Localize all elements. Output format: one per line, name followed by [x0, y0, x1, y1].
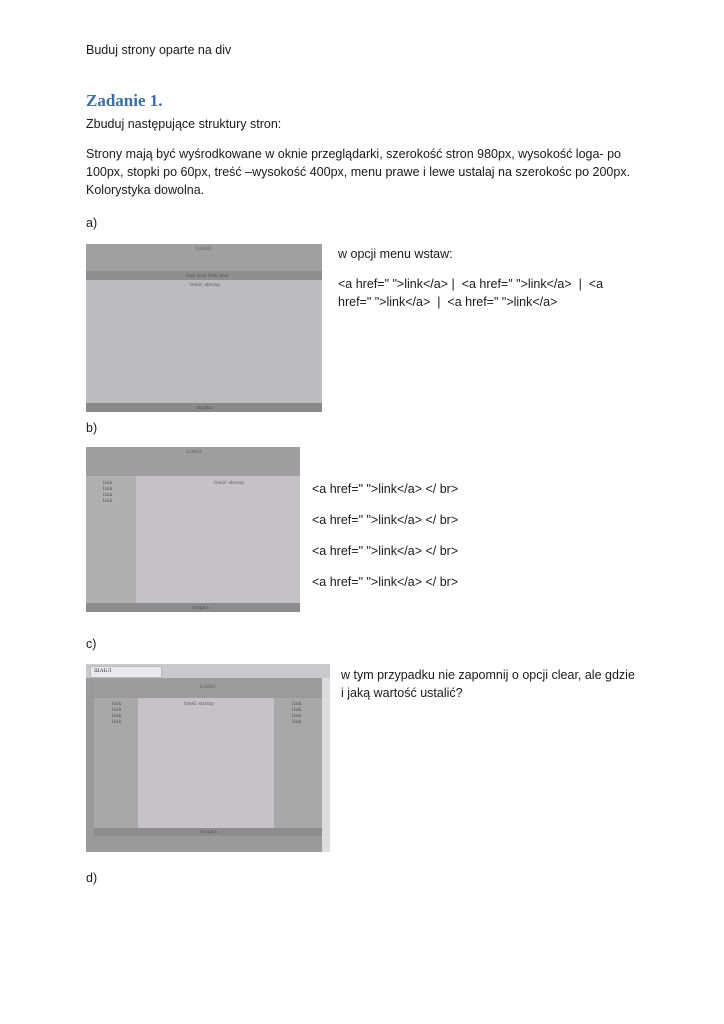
layout-c-content-label: treść strony: [184, 701, 215, 707]
task-description: Strony mają być wyśrodkowane w oknie przeglądarki, szerokość stron 980px, wysokość loga- po 100px, stopki po 60px, treść –wysokość 400px, menu prawe i lewe ustalaj na szerokośc po 200px. Kolorystyka dowolna.: [86, 147, 631, 197]
layout-c-logo: LOGO: [200, 684, 216, 690]
section-b-code-line: <a href=" ">link</a> </ br>: [312, 513, 459, 527]
section-a-code: <a href=" ">link</a> | <a href=" ">link</a> | <a href=" ">link</a> | <a href=" ">link</a>: [338, 277, 607, 309]
layout-a-content: [86, 280, 322, 403]
layout-b-content: [136, 476, 300, 603]
section-b-code-line: <a href=" ">link</a> </ br>: [312, 544, 459, 558]
section-c-note: w tym przypadku nie zapomnij o opcji clear, ale gdzie i jaką wartość ustalić?: [341, 668, 635, 700]
section-d-label: d): [86, 871, 98, 885]
layout-b-link: link: [103, 498, 113, 504]
layout-c-content: [138, 698, 274, 828]
layout-c-right-link: link: [292, 713, 302, 719]
layout-a-photo: [86, 244, 322, 412]
layout-a-logo: LOGO: [196, 246, 212, 252]
layout-b-content-label: treść strony: [214, 480, 245, 486]
layout-a-menu-links: link link link link: [186, 273, 229, 279]
layout-a-footer-label: stopka: [196, 405, 213, 411]
layout-a-content-label: treść strony: [190, 282, 221, 288]
layout-b-link: link: [103, 480, 113, 486]
browser-edge: [322, 678, 330, 852]
section-b-code-line: <a href=" ">link</a> </ br>: [312, 482, 459, 496]
layout-c-right-link: link: [292, 719, 302, 725]
document-header: Buduj strony oparte na div: [86, 43, 232, 57]
layout-c-left-link: link: [112, 701, 122, 707]
browser-tab-title: ШАБЛ: [94, 668, 112, 674]
layout-b-link: link: [103, 492, 113, 498]
layout-c-right-link: link: [292, 701, 302, 707]
layout-b-photo: [86, 447, 300, 612]
layout-c-footer-label: stopka: [200, 829, 217, 835]
layout-b-link: link: [103, 486, 113, 492]
layout-c-right-link: link: [292, 707, 302, 713]
task-heading: Zadanie 1.: [86, 91, 163, 110]
section-c-label: c): [86, 637, 97, 651]
layout-c-photo: [86, 664, 330, 852]
section-b-code-line: <a href=" ">link</a> </ br>: [312, 575, 459, 589]
task-intro: Zbuduj następujące struktury stron:: [86, 117, 282, 131]
layout-c-left-link: link: [112, 719, 122, 725]
section-b-label: b): [86, 421, 98, 435]
layout-b-footer-label: stopka: [192, 605, 209, 611]
layout-c-left-link: link: [112, 707, 122, 713]
section-a-note: w opcji menu wstaw:: [338, 247, 453, 261]
layout-b-logo: LOGO: [186, 449, 202, 455]
section-a-label: a): [86, 216, 98, 230]
layout-c-left-link: link: [112, 713, 122, 719]
